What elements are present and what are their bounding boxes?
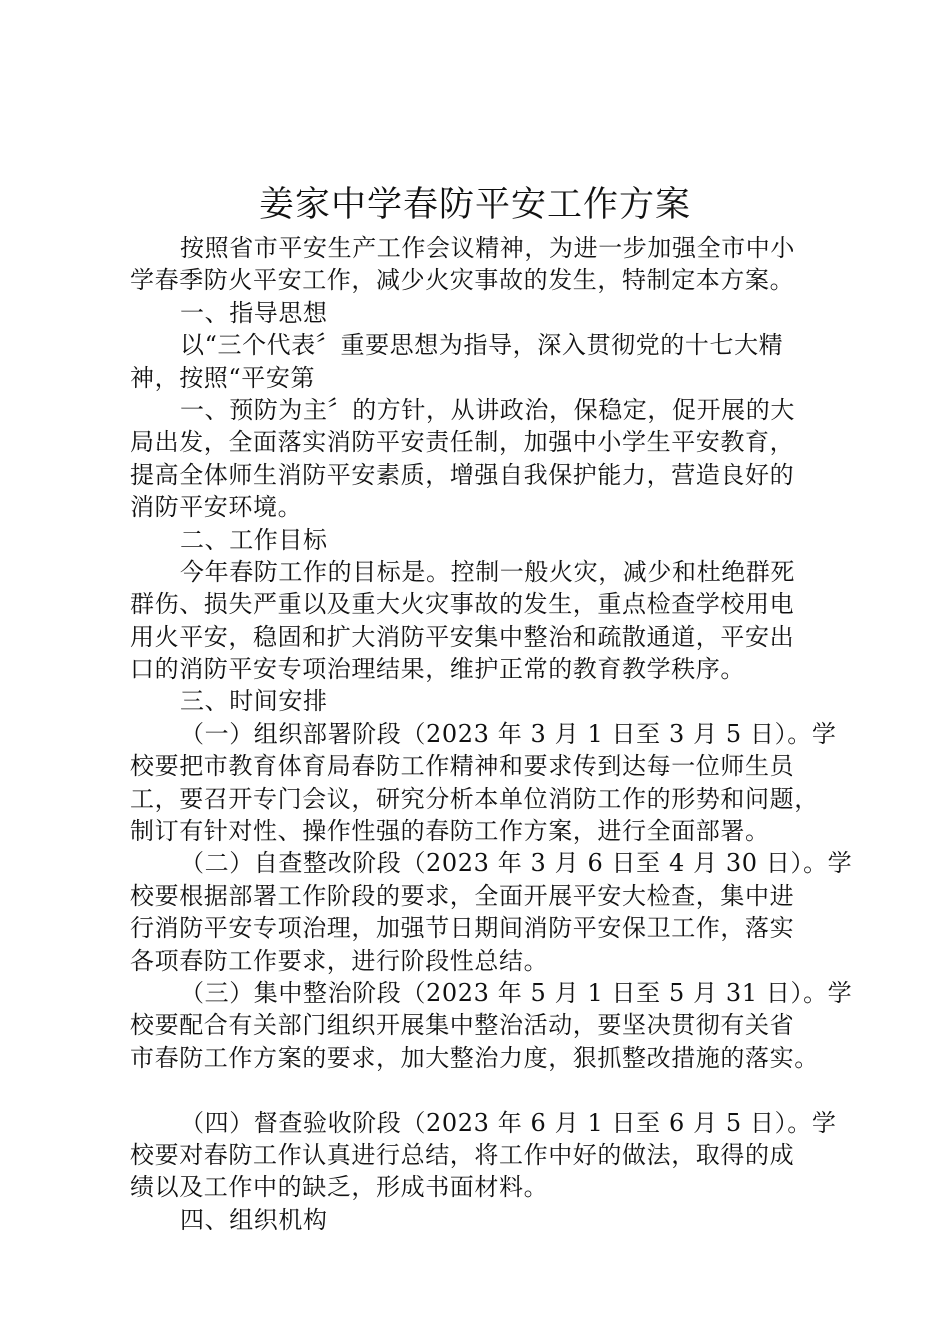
text-line: （一）组织部署阶段（2023 年 3 月 1 日至 3 月 5 日）。学 — [180, 719, 837, 748]
text-line: （二）自查整改阶段（2023 年 3 月 6 日至 4 月 30 日）。学 — [180, 849, 853, 878]
text-line: 行消防平安专项治理，加强节日期间消防平安保卫工作，落实 — [130, 914, 795, 943]
text-line: 制订有针对性、操作性强的春防工作方案，进行全面部署。 — [130, 817, 770, 846]
text-line: 二、工作目标 — [180, 525, 328, 554]
text-line: 绩以及工作中的缺乏，形成书面材料。 — [130, 1173, 549, 1202]
text-line: 各项春防工作要求，进行阶段性总结。 — [130, 946, 549, 975]
text-line: 今年春防工作的目标是。控制一般火灾，减少和杜绝群死 — [180, 557, 795, 586]
blank-line — [130, 1074, 840, 1106]
text-line: 局出发，全面落实消防平安责任制，加强中小学生平安教育， — [130, 428, 795, 457]
text-line: 神，按照“平安第 — [130, 363, 316, 392]
document-title: 姜家中学春防平安工作方案 — [258, 185, 691, 225]
text-line: 口的消防平安专项治理结果，维护正常的教育教学秩序。 — [130, 655, 745, 684]
text-line: 学春季防火平安工作，减少火灾事故的发生，特制定本方案。 — [130, 266, 795, 295]
text-line: 市春防工作方案的要求，加大整治力度，狠抓整改措施的落实。 — [130, 1043, 819, 1072]
text-line: 工，要召开专门会议，研究分析本单位消防工作的形势和问题， — [130, 784, 819, 813]
text-line: 群伤、损失严重以及重大火灾事故的发生，重点检查学校用电 — [130, 590, 795, 619]
text-line: 提高全体师生消防平安素质，增强自我保护能力，营造良好的 — [130, 460, 795, 489]
text-line: 四、组织机构 — [180, 1205, 328, 1234]
text-line: 消防平安环境。 — [130, 493, 303, 522]
text-line: 按照省市平安生产工作会议精神，为进一步加强全市中小 — [180, 234, 795, 262]
text-line: 校要把市教育体育局春防工作精神和要求传到达每一位师生员 — [130, 752, 795, 781]
text-line: 校要根据部署工作阶段的要求，全面开展平安大检查，集中进 — [130, 881, 795, 910]
text-line: 一、预防为主〞的方针，从讲政治，保稳定，促开展的大 — [180, 395, 795, 424]
text-line: （三）集中整治阶段（2023 年 5 月 1 日至 5 月 31 日）。学 — [180, 978, 853, 1007]
text-line: 校要配合有关部门组织开展集中整治活动，要坚决贯彻有关省 — [130, 1011, 795, 1040]
text-line: 一、指导思想 — [180, 298, 328, 327]
text-line: 三、时间安排 — [180, 687, 328, 716]
document-body — [130, 232, 853, 1236]
text-line: 校要对春防工作认真进行总结，将工作中好的做法，取得的成 — [130, 1140, 795, 1169]
text-line: （四）督查验收阶段（2023 年 6 月 1 日至 6 月 5 日）。学 — [180, 1108, 837, 1137]
text-line: 用火平安，稳固和扩大消防平安集中整治和疏散通道，平安出 — [130, 622, 795, 651]
text-line: 以“三个代表〞重要思想为指导，深入贯彻党的十七大精 — [180, 331, 784, 360]
